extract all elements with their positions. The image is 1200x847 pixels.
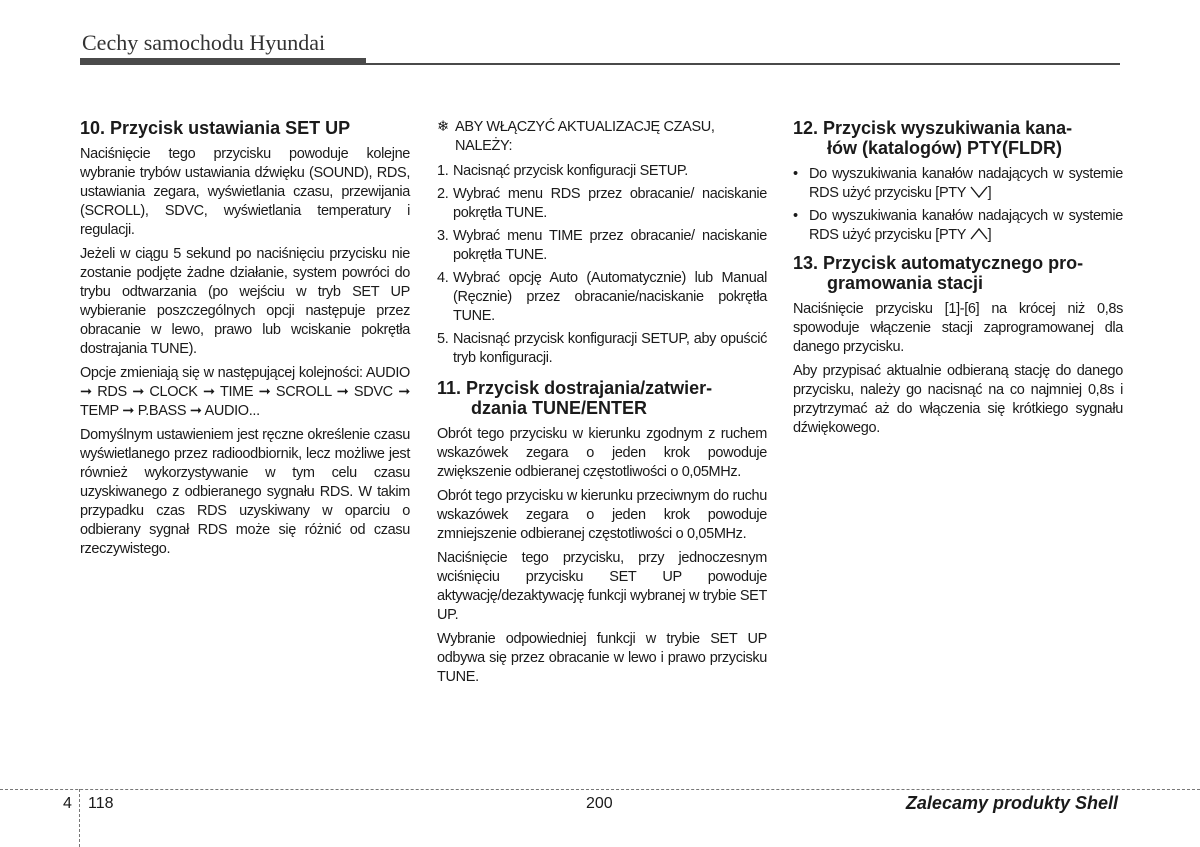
time-update-note	[437, 118, 767, 156]
list-item	[793, 207, 1123, 245]
section-13-heading-line2: gramowania stacji	[827, 273, 984, 293]
header-rule-thin	[366, 63, 1120, 65]
step-number: 2.	[437, 186, 449, 202]
section-10-paragraph: Jeżeli w ciągu 5 sekund po naciśnięciu przycisku nie zostanie podjęte żadne działanie, system powróci do trybu odtwarzania (po wejściu w tryb SET UP wybieranie poszczególnych opcji następuje przez obracanie w lewo, prawo lub wciskanie pokrętła dostrajania TUNE).	[80, 246, 410, 357]
section-10-heading: 10. Przycisk ustawiania SET UP	[80, 118, 351, 138]
step-text: Wybrać opcję Auto (Automatycznie) lub Manual (Ręcznie) przez obracanie/naciskanie pokrętła TUNE.	[453, 270, 767, 324]
section-13-heading-line1: 13. Przycisk automatycznego pro-	[793, 253, 1084, 273]
section-11-paragraph: Obrót tego przycisku w kierunku przeciwnym do ruchu wskazówek zegara o jeden krok powoduje zmniejszenie odbieranej częstotliwości o 0,05MHz.	[437, 488, 767, 542]
list-item	[437, 330, 767, 368]
bullet-icon: •	[793, 208, 798, 224]
section-11-paragraph: Wybranie odpowiedniej funkcji w trybie SET UP odbywa się przez obracanie w lewo i prawo przycisku TUNE.	[437, 631, 767, 685]
list-item	[437, 227, 767, 265]
step-text: Nacisnąć przycisk konfiguracji SETUP, aby opuścić tryb konfiguracji.	[453, 331, 767, 366]
bullet-icon: •	[793, 166, 798, 182]
header-title: Cechy samochodu Hyundai	[82, 30, 326, 55]
list-item	[793, 165, 1123, 203]
footer-divider	[0, 789, 1200, 790]
bullet-text: Do wyszukiwania kanałów nadających w systemie RDS użyć przycisku [PTY	[809, 208, 1123, 243]
section-11-heading-line1: 11. Przycisk dostrajania/zatwier-	[437, 378, 713, 398]
footer-page-number: 118	[88, 795, 114, 812]
section-13-paragraph: Aby przypisać aktualnie odbieraną stację do danego przycisku, należy go nacisnąć na co najmniej 0,8s i przytrzymać aż do włączenia się krótkiego sygnału dźwiękowego.	[793, 363, 1123, 436]
section-10-paragraph: Naciśnięcie tego przycisku powoduje kolejne wybranie trybów ustawiania dźwięku (SOUND), RDS, ustawiania zegara, wyświetlania czasu, przewijania (SCROLL), SDVC, wyświetlania temperatury i regulacji.	[80, 146, 410, 238]
bullet-close-bracket: ]	[987, 185, 992, 201]
list-item	[437, 185, 767, 223]
note-text: ABY WŁĄCZYĆ AKTUALIZACJĘ CZASU, NALEŻY:	[455, 119, 715, 154]
section-13-heading	[793, 253, 1123, 293]
step-number: 1.	[437, 163, 449, 179]
footer-sheet-number: 200	[586, 795, 613, 812]
step-number: 4.	[437, 270, 449, 286]
pty-bullet-list	[793, 165, 1123, 245]
step-number: 3.	[437, 228, 449, 244]
section-11-heading-line2: dzania TUNE/ENTER	[471, 398, 648, 418]
bullet-text: Do wyszukiwania kanałów nadających w systemie RDS użyć przycisku [PTY	[809, 166, 1123, 201]
column-3	[793, 118, 1123, 443]
section-12-heading	[793, 118, 1123, 158]
section-12-heading-line1: 12. Przycisk wyszukiwania kana-	[793, 118, 1073, 138]
footer-slogan: Zalecamy produkty Shell	[905, 793, 1118, 813]
step-text: Nacisnąć przycisk konfiguracji SETUP.	[453, 163, 688, 179]
header-rule-thick	[80, 58, 366, 65]
snowflake-icon: ❄	[437, 119, 449, 135]
footer-chapter-number: 4	[63, 795, 72, 812]
step-text: Wybrać menu TIME przez obracanie/ naciskanie pokrętła TUNE.	[453, 228, 767, 263]
list-item	[437, 162, 767, 181]
step-number: 5.	[437, 331, 449, 347]
section-12-heading-line2: łów (katalogów) PTY(FLDR)	[827, 138, 1062, 158]
footer-vertical-divider	[79, 789, 80, 847]
column-2	[437, 118, 767, 692]
chevron-up-icon	[970, 228, 988, 240]
step-text: Wybrać menu RDS przez obracanie/ naciskanie pokrętła TUNE.	[453, 186, 767, 221]
column-1	[80, 118, 410, 564]
bullet-close-bracket: ]	[987, 227, 992, 243]
section-11-paragraph: Obrót tego przycisku w kierunku zgodnym z ruchem wskazówek zegara o jeden krok powoduje zwiększenie odbieranej częstotliwości o 0,05MHz.	[437, 426, 767, 480]
section-13-paragraph: Naciśnięcie przycisku [1]-[6] na krócej niż 0,8s spowoduje włączenie stacji zaprogramowanej dla danego przycisku.	[793, 301, 1123, 355]
section-10-paragraph: Opcje zmieniają się w następującej kolejności: AUDIO ➞ RDS ➞ CLOCK ➞ TIME ➞ SCROLL ➞ SDVC ➞ TEMP ➞ P.BASS ➞ AUDIO...	[80, 365, 410, 419]
section-11-paragraph: Naciśnięcie tego przycisku, przy jednoczesnym wciśnięciu przycisku SET UP powoduje aktywację/dezaktywację funkcji wybranej w trybie SET UP.	[437, 550, 767, 623]
section-10-paragraph: Domyślnym ustawieniem jest ręczne określenie czasu wyświetlanego przez radioodbiornik, lecz możliwe jest również wykorzystywanie w tym celu czasu uzyskiwanego z odbieranego sygnału RDS. W takim przypadku czas RDS uzyskiwany w oparciu o odbierany sygnał RDS może się różnić od czasu rzeczywistego.	[80, 427, 410, 557]
section-11-heading	[437, 378, 767, 418]
chevron-down-icon	[970, 186, 988, 198]
setup-steps-list	[437, 162, 767, 368]
list-item	[437, 269, 767, 326]
